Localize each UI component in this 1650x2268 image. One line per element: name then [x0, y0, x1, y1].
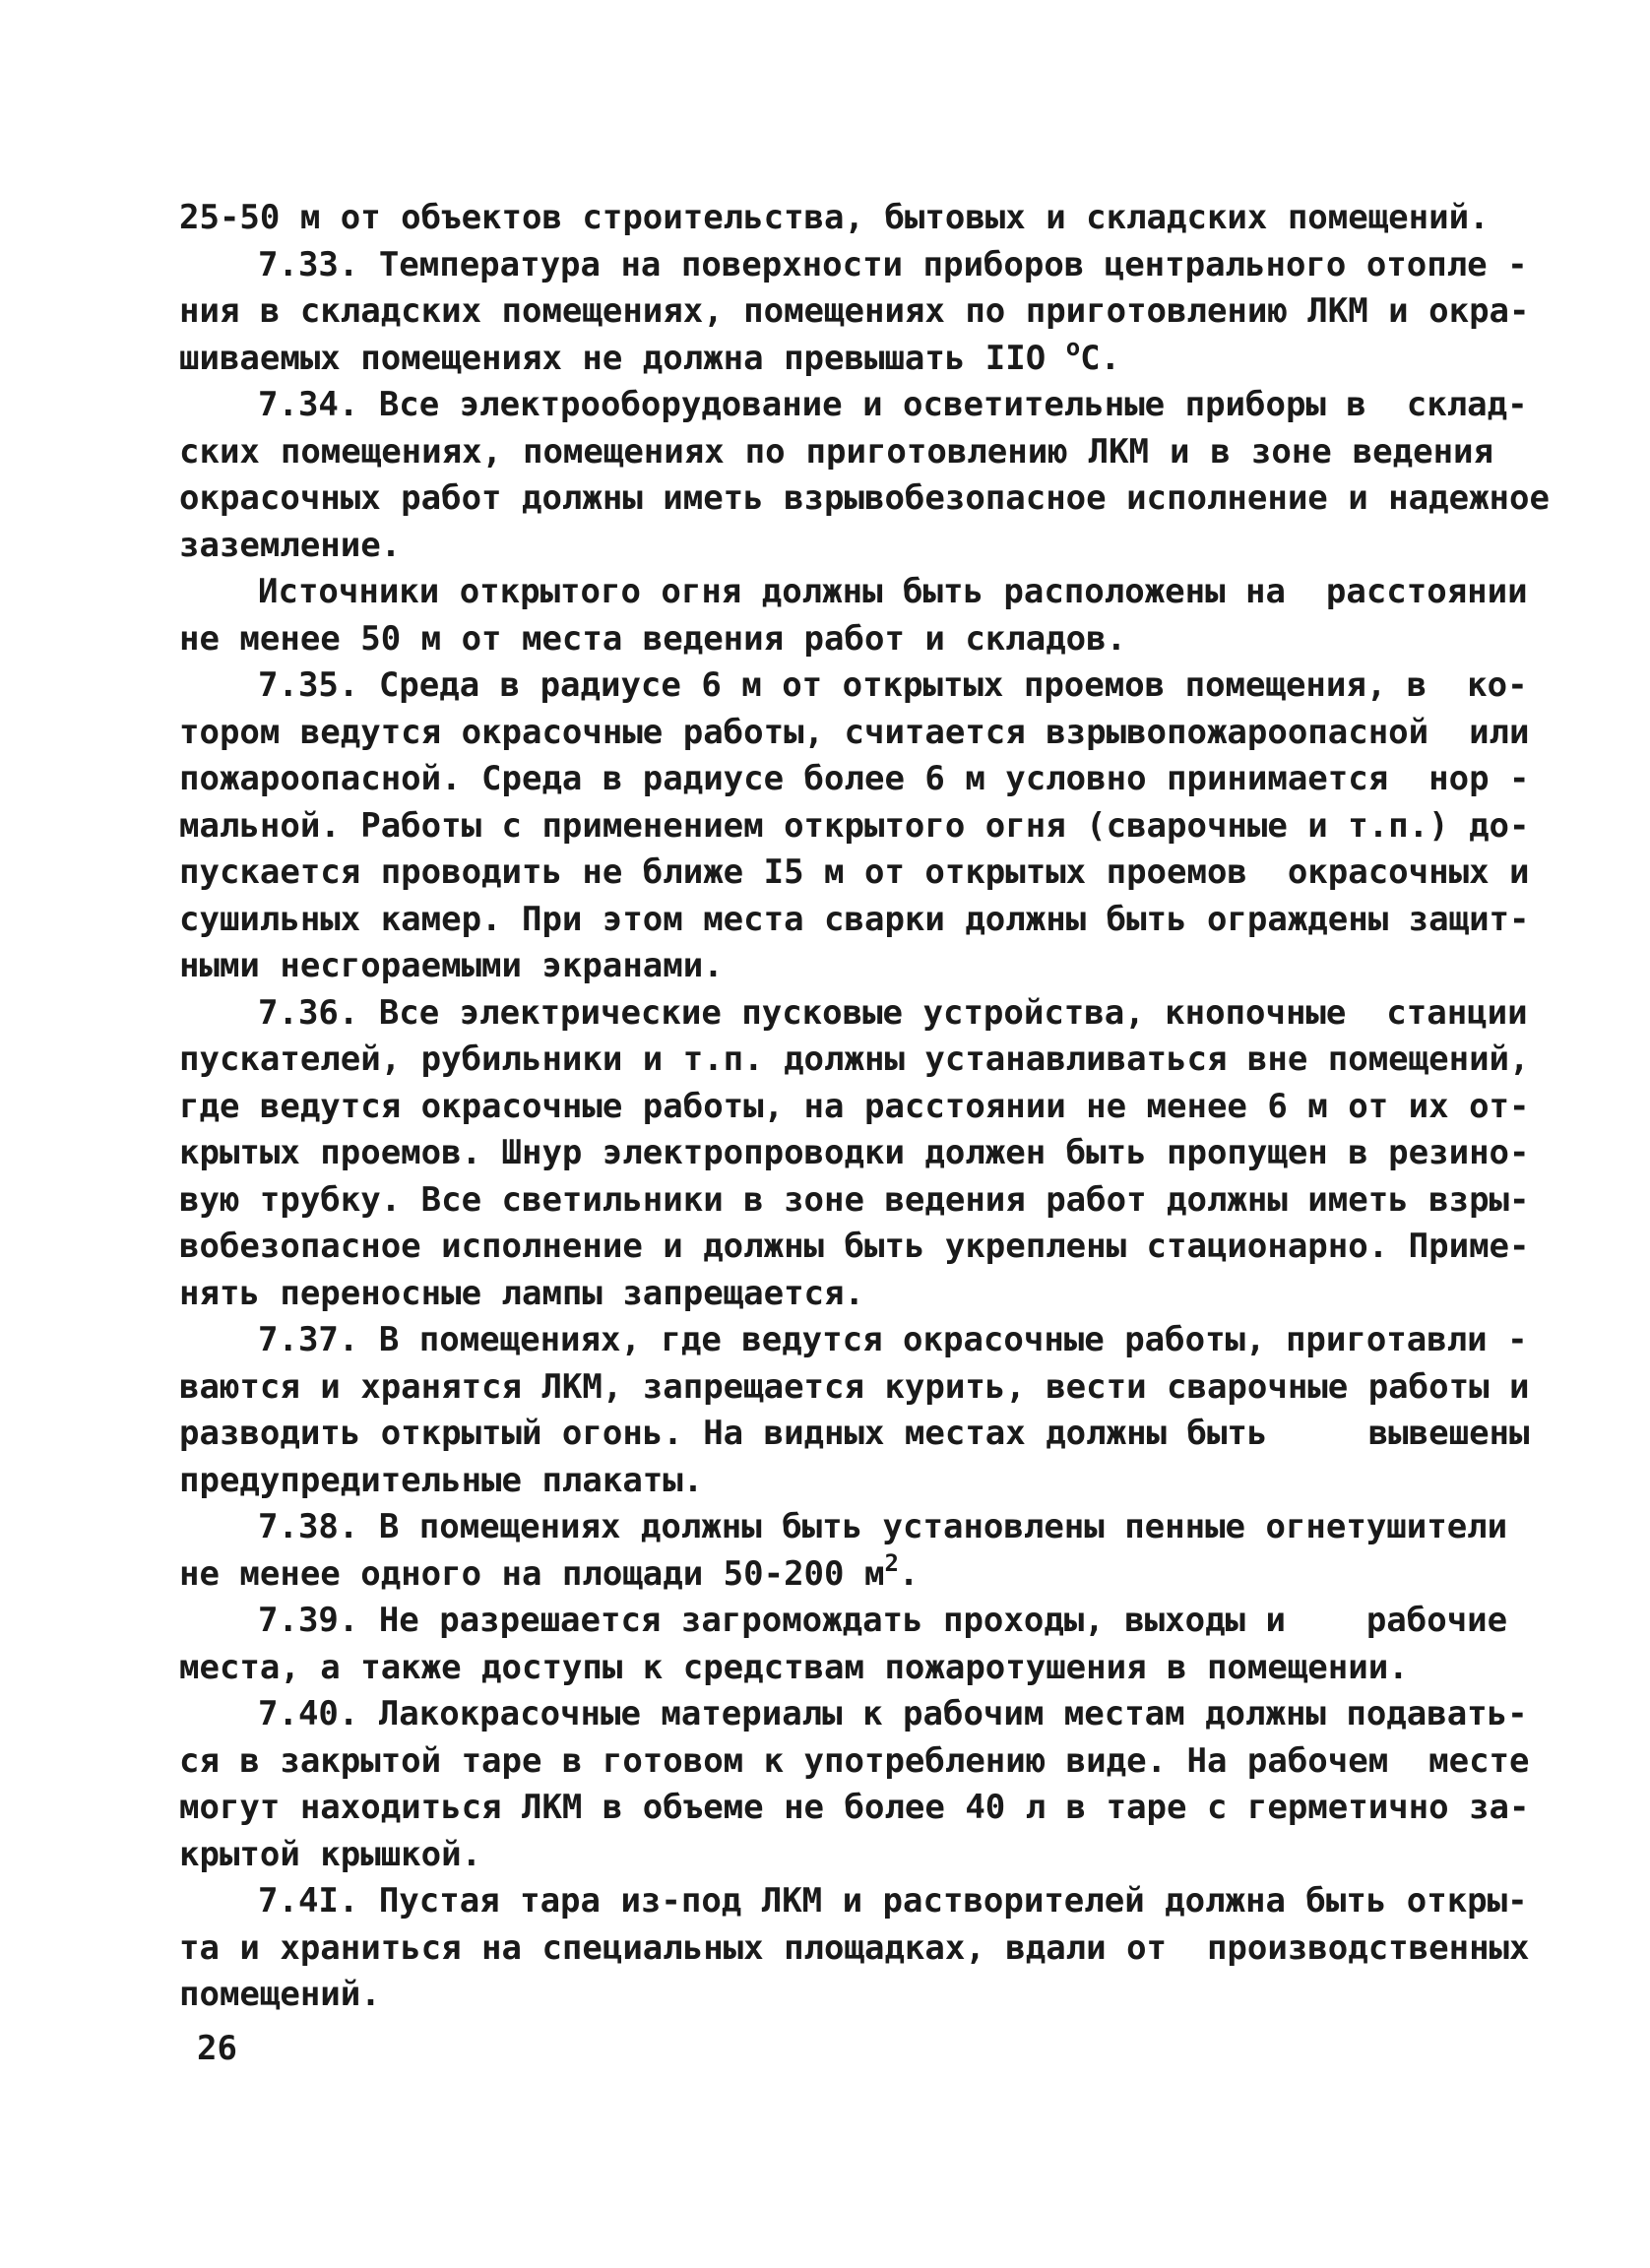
text-line: 7.34. Все электрооборудование и осветительные приборы в склад-: [258, 385, 1528, 424]
text-line: пожароопасной. Среда в радиусе более 6 м условно принимается нор -: [179, 759, 1530, 798]
text-line: могут находиться ЛКМ в объеме не более 40 л в таре с герметично за-: [179, 1788, 1530, 1827]
text-line: ся в закрытой таре в готовом к употреблению виде. На рабочем месте: [179, 1740, 1530, 1781]
text-line: нять переносные лампы запрещается.: [179, 1273, 864, 1313]
text-line: крытых проемов. Шнур электропроводки должен быть пропущен в резино-: [179, 1133, 1530, 1172]
page-number: 26: [197, 2029, 237, 2068]
text-line: та и храниться на специальных площадках, вдали от производственных: [179, 1927, 1530, 1968]
text-line: 7.40. Лакокрасочные материалы к рабочим местам должны подавать-: [258, 1694, 1528, 1733]
text-line: разводить открытый огонь. На видных местах должны быть вывешены: [179, 1414, 1530, 1453]
text-line: ния в складских помещениях, помещениях по приготовлению ЛКМ и окра-: [179, 291, 1530, 331]
temperature-text: шиваемых помещениях не должна превышать IIO: [179, 338, 1047, 378]
text-line: окрасочных работ должны иметь взрывобезопасное исполнение и надежное: [179, 478, 1550, 518]
text-line: сушильных камер. При этом места сварки должны быть ограждены защит-: [179, 899, 1530, 939]
text-line: где ведутся окрасочные работы, на расстоянии не менее 6 м от их от-: [179, 1086, 1530, 1126]
text-line-temperature: [179, 333, 1493, 383]
text-line: ными несгораемыми экранами.: [179, 946, 724, 985]
text-line: не менее 50 м от места ведения работ и складов.: [179, 618, 1127, 659]
text-line: 7.37. В помещениях, где ведутся окрасочные работы, приготавли -: [258, 1320, 1528, 1359]
text-line: заземление.: [179, 525, 402, 565]
text-line: ских помещениях, помещениях по приготовлению ЛКМ и в зоне ведения: [179, 431, 1493, 472]
text-line: крытой крышкой.: [179, 1834, 482, 1874]
text-line: пускателей, рубильники и т.п. должны устанавливаться вне помещений,: [179, 1040, 1530, 1079]
text-line: тором ведутся окрасочные работы, считается взрывопожароопасной или: [179, 712, 1530, 752]
area-exponent: 2: [884, 1548, 899, 1577]
text-line: 7.36. Все электрические пусковые устройства, кнопочные станции: [258, 992, 1528, 1033]
text-line-area: [179, 1548, 1493, 1599]
text-line: ваются и хранятся ЛКМ, запрещается курить, вести сварочные работы и: [179, 1366, 1530, 1407]
area-period: .: [898, 1553, 920, 1594]
celsius-letter: C.: [1080, 338, 1121, 378]
text-line: 7.4I. Пустая тара из-под ЛКМ и растворителей должна быть откры-: [258, 1881, 1528, 1921]
text-line: мальной. Работы с применением открытого огня (сварочные и т.п.) до-: [179, 805, 1530, 846]
text-line: пускается проводить не ближе I5 м от открытых проемов окрасочных и: [179, 852, 1530, 892]
text-line: предупредительные плакаты.: [179, 1460, 704, 1500]
text-line: вую трубку. Все светильники в зоне ведения работ должны иметь взры-: [179, 1179, 1530, 1220]
text-line: 7.39. Не разрешается загромождать проходы, выходы и рабочие: [258, 1601, 1508, 1640]
text-line: 7.35. Среда в радиусе 6 м от открытых проемов помещения, в ко-: [258, 665, 1528, 705]
text-line: 25-50 м от объектов строительства, бытовых и складских помещений.: [179, 198, 1490, 237]
degree-sign: o: [1065, 333, 1081, 361]
text-line: помещений.: [179, 1975, 381, 2014]
text-line: Источники открытого огня должны быть расположены на расстоянии: [258, 572, 1528, 611]
text-line: 7.38. В помещениях должны быть установлены пенные огнетушители: [258, 1507, 1508, 1546]
text-line: вобезопасное исполнение и должны быть укреплены стационарно. Приме-: [179, 1227, 1530, 1266]
text-line: места, а также доступы к средствам пожаротушения в помещении.: [179, 1647, 1409, 1687]
area-text: не менее одного на площади 50-200 м: [179, 1553, 885, 1594]
document-body: [179, 195, 1550, 2019]
text-line: 7.33. Температура на поверхности приборов центрального отопле -: [258, 244, 1528, 284]
